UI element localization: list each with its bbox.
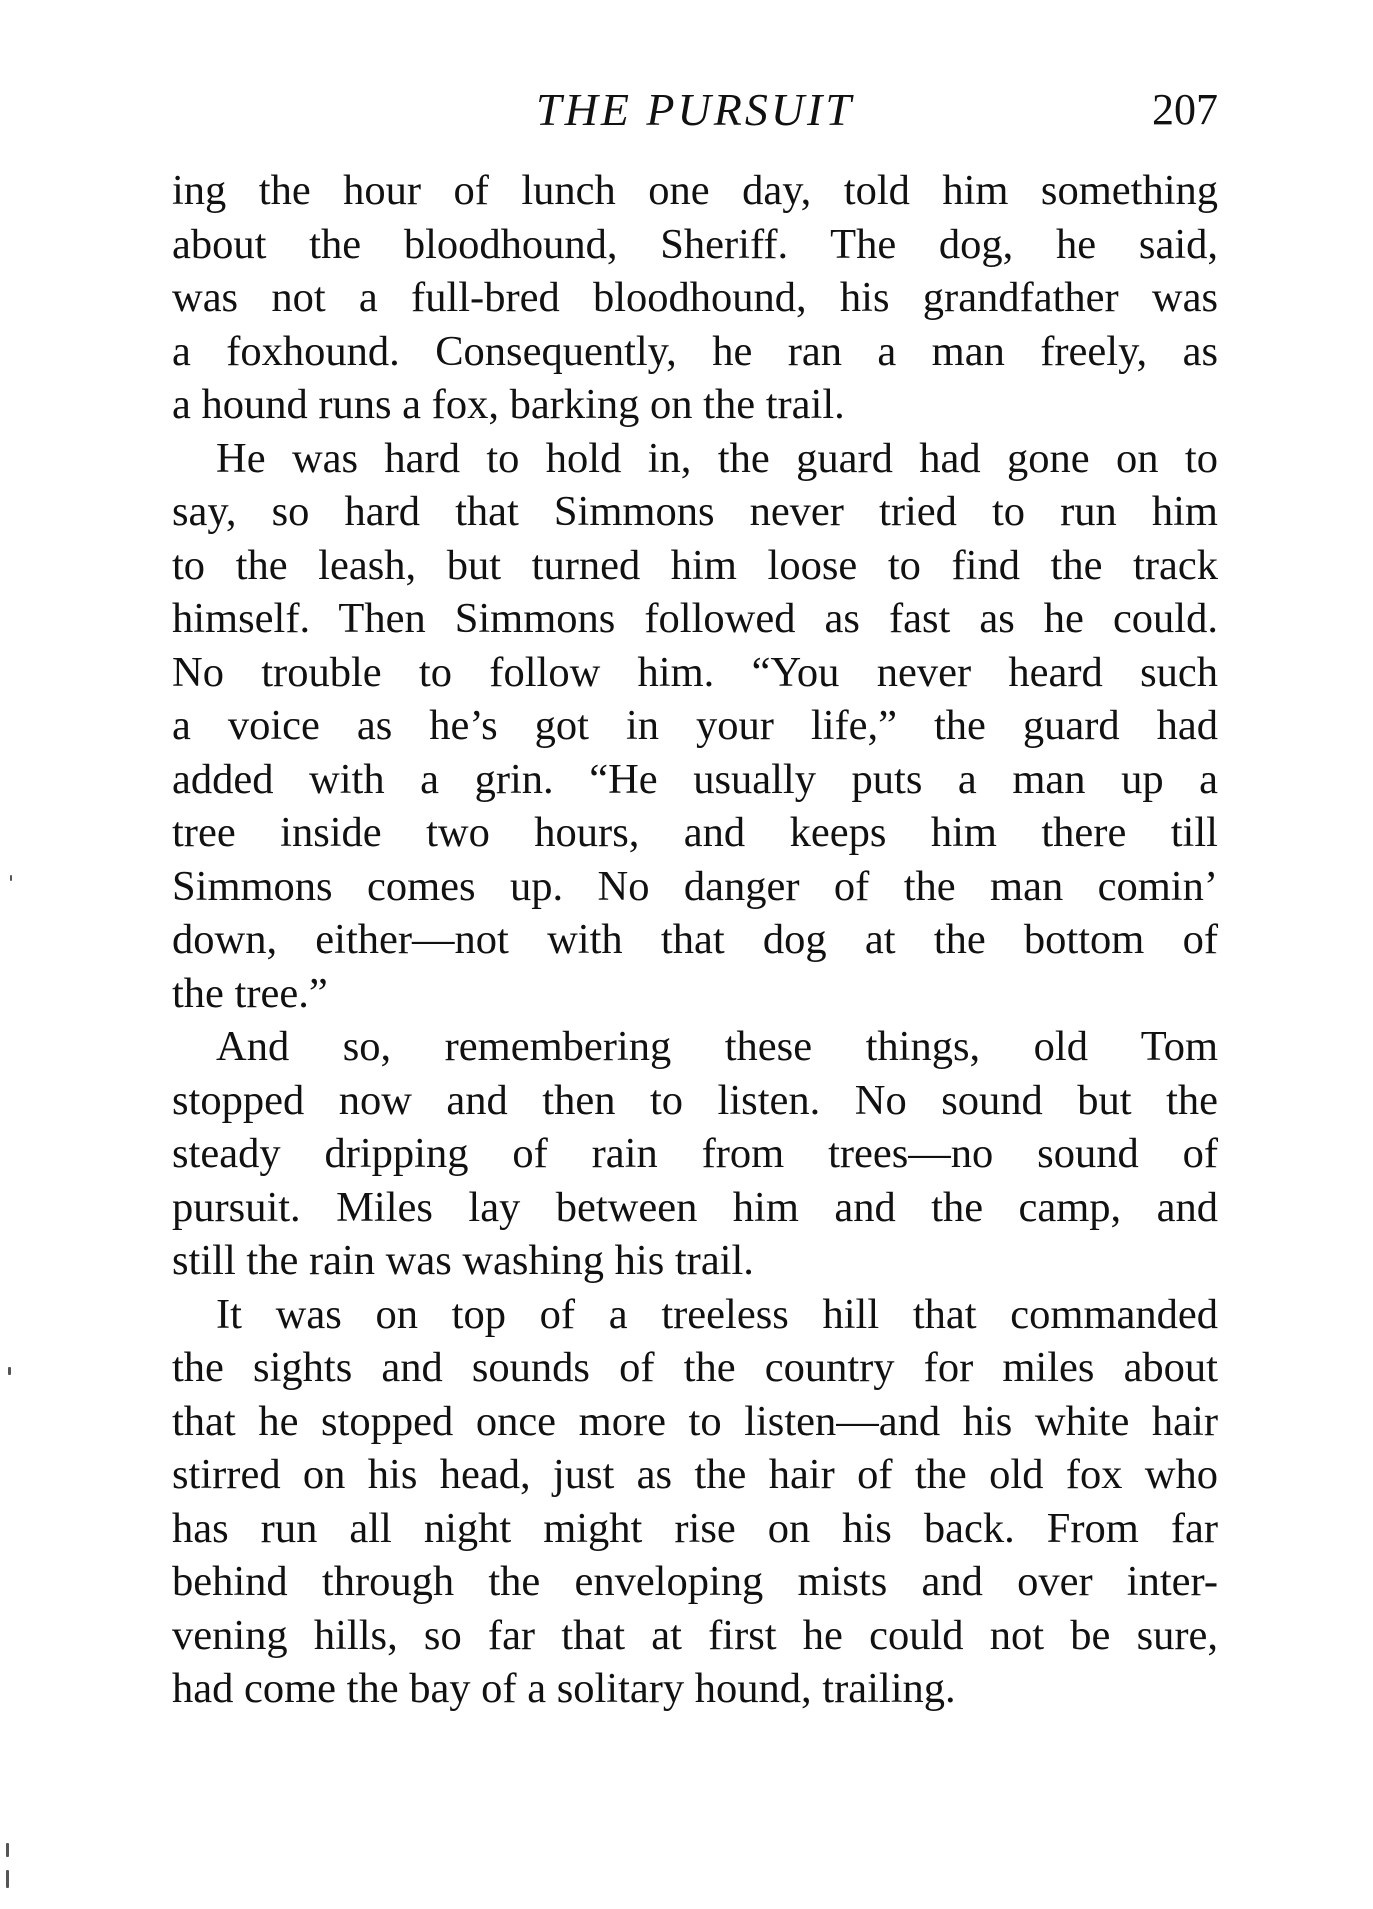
scan-speck — [6, 1870, 9, 1888]
text-line: a voice as he’s got in your life,” the guard had — [172, 702, 1218, 749]
text-line: had come the bay of a solitary hound, trailing. — [172, 1665, 956, 1712]
text-line: that he stopped once more to listen—and his white hair — [172, 1397, 1218, 1445]
paragraph-3 — [172, 1020, 1218, 1288]
text-line: behind through the enveloping mists and over inter- — [172, 1558, 1218, 1605]
text-line: a hound runs a fox, barking on the trail. — [172, 381, 845, 428]
text-line: He was hard to hold in, the guard had gone on to — [216, 434, 1218, 482]
text-line: the sights and sounds of the country for miles about — [172, 1344, 1218, 1391]
paragraph-4 — [172, 1288, 1218, 1716]
text-line: added with a grin. “He usually puts a man up a — [172, 755, 1218, 803]
text-line: Simmons comes up. No danger of the man comin’ — [172, 862, 1218, 910]
text-line: a foxhound. Consequently, he ran a man freely, as — [172, 327, 1218, 375]
text-line: the tree.” — [172, 969, 328, 1017]
text-line: ing the hour of lunch one day, told him something — [172, 167, 1218, 214]
running-title: THE PURSUIT — [536, 84, 854, 135]
text-line: It was on top of a treeless hill that commanded — [216, 1290, 1218, 1338]
text-line: still the rain was washing his trail. — [172, 1237, 754, 1284]
text-line: stirred on his head, just as the hair of the old fox who — [172, 1451, 1218, 1498]
text-line: stopped now and then to listen. No sound but the — [172, 1076, 1218, 1124]
text-line: steady dripping of rain from trees—no sound of — [172, 1130, 1218, 1177]
body-text — [172, 164, 1218, 1716]
text-line: say, so hard that Simmons never tried to run him — [172, 488, 1218, 535]
text-line: And so, remembering these things, old Tom — [216, 1023, 1218, 1070]
text-line: to the leash, but turned him loose to find the track — [172, 541, 1218, 589]
paragraph-1 — [172, 164, 1218, 432]
text-line: was not a full-bred bloodhound, his grandfather was — [172, 274, 1218, 321]
running-header — [172, 82, 1218, 138]
text-line: himself. Then Simmons followed as fast as he could. — [172, 595, 1218, 642]
text-line: vening hills, so far that at first he could not be sure, — [172, 1611, 1218, 1659]
paragraph-2 — [172, 432, 1218, 1021]
text-line: tree inside two hours, and keeps him there till — [172, 809, 1218, 856]
page-number: 207 — [1152, 85, 1218, 134]
text-line: No trouble to follow him. “You never heard such — [172, 648, 1218, 696]
text-line: down, either—not with that dog at the bottom of — [172, 916, 1218, 963]
text-line: about the bloodhound, Sheriff. The dog, he said, — [172, 220, 1218, 268]
scan-speck — [6, 1843, 9, 1857]
scan-speck — [8, 1367, 11, 1375]
text-line: has run all night might rise on his back. From far — [172, 1504, 1218, 1552]
text-line: pursuit. Miles lay between him and the camp, and — [172, 1183, 1218, 1231]
scan-speck — [10, 875, 12, 881]
